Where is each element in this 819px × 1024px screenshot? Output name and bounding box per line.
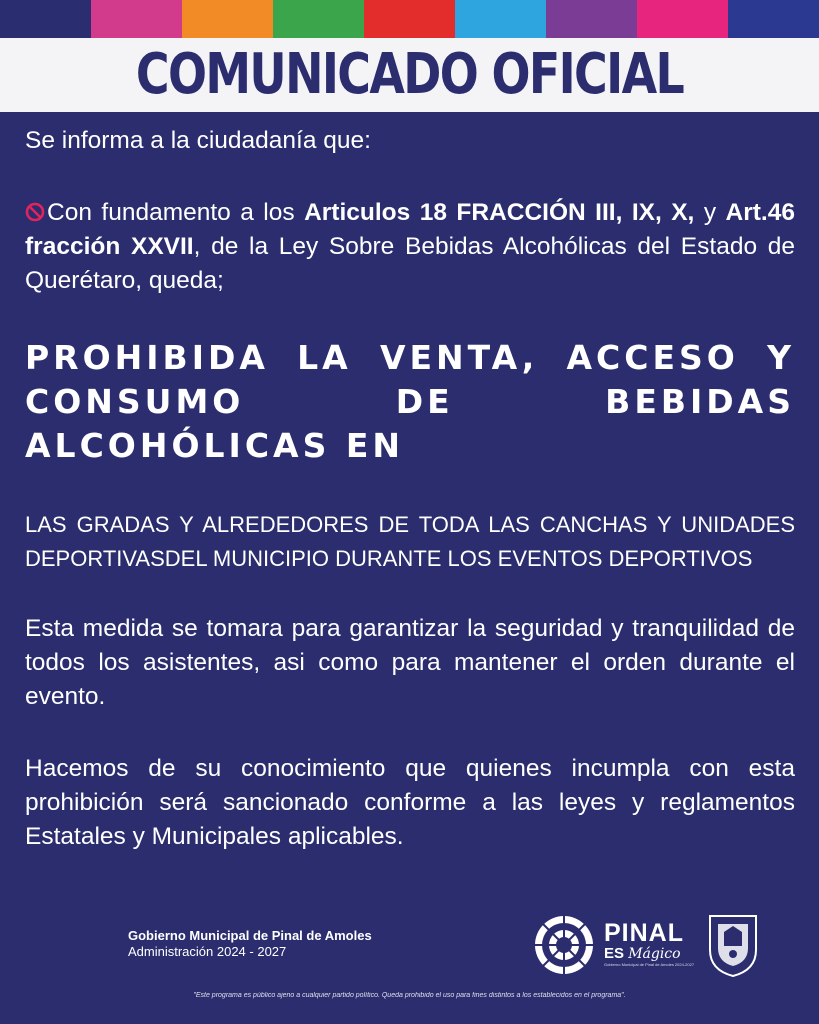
prohibition-heading: PROHIBIDA LA VENTA, ACCESO Y CONSUMO DE BEBIDAS ALCOHÓLICAS EN (25, 338, 795, 465)
footer (0, 910, 819, 1024)
color-stripe-9 (728, 0, 819, 38)
legal-text-3: , de la Ley Sobre Bebidas Alcohólicas del Estado de Querétaro, queda; (25, 233, 795, 294)
government-name: Gobierno Municipal de Pinal de Amoles (128, 928, 372, 943)
municipal-seal-icon (702, 910, 764, 978)
color-stripe-3 (182, 0, 273, 38)
magico-logo-word: Mágico (628, 946, 681, 962)
color-stripe-bar (0, 0, 819, 38)
color-stripe-7 (546, 0, 637, 38)
color-stripe-4 (273, 0, 364, 38)
legal-text-2: y (694, 199, 726, 226)
intro-text: Se informa a la ciudadanía que: (25, 127, 371, 154)
prohibited-places-text: LAS GRADAS Y ALREDEDORES DE TODA LAS CANCHAS Y UNIDADES DEPORTIVASDEL MUNICIPIO DURANTE LOS EVENTOS DEPORTIVOS (25, 512, 795, 571)
color-stripe-5 (364, 0, 455, 38)
legal-articles-bold: Articulos 18 FRACCIÓN III, IX, X, (304, 199, 695, 226)
measure-paragraph: Esta medida se tomara para garantizar la seguridad y tranquilidad de todos los asistentes, asi como para mantener el orden durante el evento. (25, 615, 795, 710)
government-credit (128, 928, 372, 960)
announcement-body (25, 124, 795, 854)
pinal-es-magico-logo (604, 920, 696, 967)
color-stripe-2 (91, 0, 182, 38)
page-title: COMUNICADO OFICIAL (135, 42, 684, 107)
legal-basis-paragraph (25, 196, 795, 298)
no-entry-icon (25, 202, 45, 222)
sanction-warning-paragraph: Hacemos de su conocimiento que quienes incumpla con esta prohibición será sancionado conforme a las leyes y reglamentos Estatales y Municipales aplicables. (25, 755, 795, 850)
es-logo-word: ES (604, 945, 625, 962)
legal-article-46-bold: Art.46 fracción XXVII (25, 199, 795, 260)
administration-period: Administración 2024 - 2027 (128, 944, 287, 959)
color-stripe-6 (455, 0, 546, 38)
title-banner (0, 38, 819, 112)
pinal-logo-word: PINAL (604, 919, 684, 947)
pinal-logo-tagline: Gobierno Municipal de Pinal de Amoles 2024-2027 (604, 962, 695, 967)
legal-text-1: Con fundamento a los (47, 199, 305, 226)
color-stripe-1 (0, 0, 91, 38)
disclaimer-text: "Este programa es público ajeno a cualquier partido político. Queda prohibido el uso para fines distintos a los establecidos en el programa". (193, 992, 626, 999)
color-stripe-8 (637, 0, 728, 38)
municipal-emblem-logo (533, 914, 595, 976)
